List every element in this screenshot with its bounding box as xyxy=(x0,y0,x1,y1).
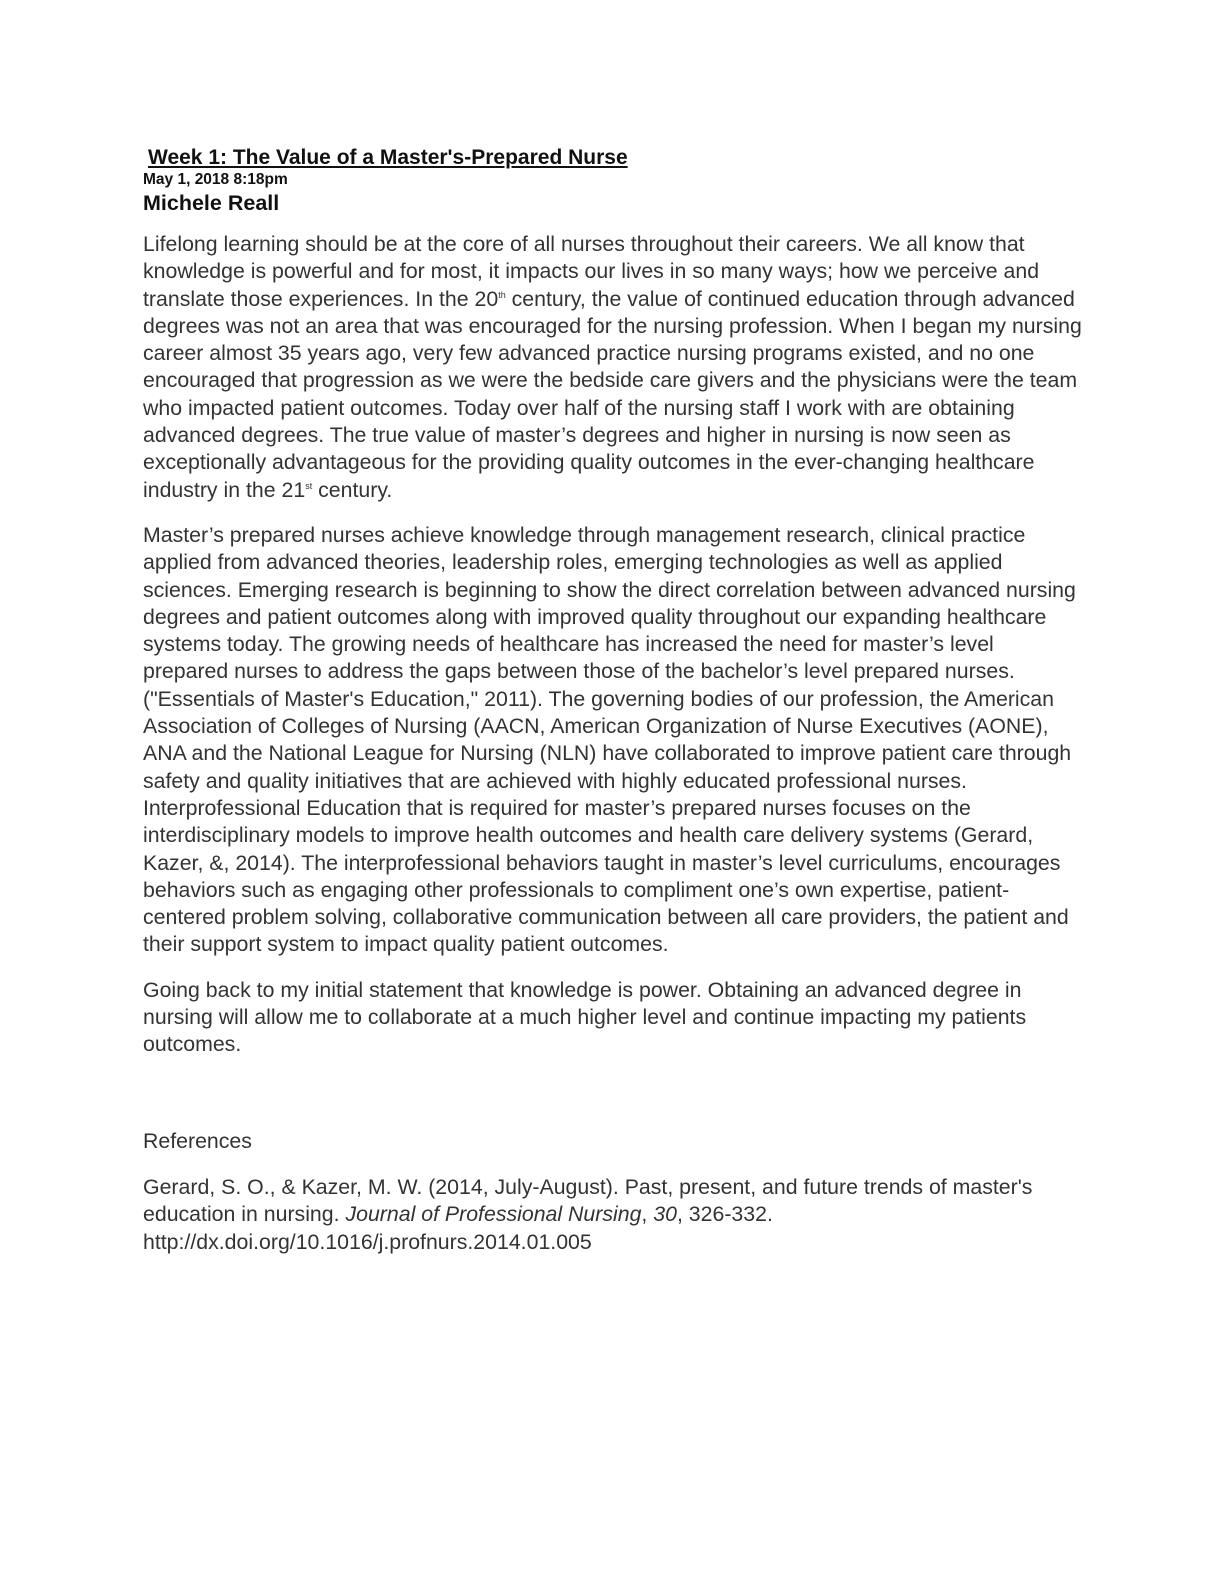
reference-journal: Journal of Professional Nursing xyxy=(345,1202,642,1227)
reference-entry xyxy=(143,1174,1083,1256)
author-name: Michele Reall xyxy=(143,191,280,215)
reference-separator: , xyxy=(641,1202,654,1227)
paragraph-1-text-c: century. xyxy=(312,477,393,502)
paragraph-1-text-b: century, the value of continued education through advanced degrees was not an area that was encouraged for the nursing profession. When I began my nursing career almost 35 years ago, very few advanced practice nursing programs existed, and no one encouraged that progression as we were the bedside care givers and the physicians were the team who impacted patient outcomes. Today over half of the nursing staff I work with are obtaining advanced degrees. The true value of master’s degrees and higher in nursing is now seen as exceptionally advantageous for the providing quality outcomes in the ever-changing healthcare industry in the 21 xyxy=(143,286,1082,502)
reference-doi-link[interactable]: http://dx.doi.org/10.1016/j.profnurs.2014.01.005 xyxy=(143,1229,592,1254)
ordinal-suffix-th: th xyxy=(498,289,506,300)
paragraph-1 xyxy=(143,231,1083,504)
ordinal-suffix-st: st xyxy=(305,480,313,491)
paragraph-1-text-a: Lifelong learning should be at the core of all nurses throughout their careers. We all know that knowledge is powerful and for most, it impacts our lives in so many ways; how we perceive and translate those experiences. In the 20 xyxy=(143,232,1040,311)
section-spacer xyxy=(143,1077,1083,1128)
references-heading: References xyxy=(143,1128,252,1153)
document-page xyxy=(143,146,1083,1256)
paragraph-2: Master’s prepared nurses achieve knowledge through management research, clinical practice applied from advanced theories, leadership roles, emerging technologies as well as applied sciences. Emerging research is beginning to show the direct correlation between advanced nursing degrees and patient outcomes along with improved quality throughout our expanding healthcare systems today. The growing needs of healthcare has increased the need for master’s level prepared nurses to address the gaps between those of the bachelor’s level prepared nurses. ("Essentials of Master's Education," 2011). The governing bodies of our profession, the American Association of Colleges of Nursing (AACN, American Organization of Nurse Executives (AONE), ANA and the National League for Nursing (NLN) have collaborated to improve patient care through safety and quality initiatives that are achieved with highly educated professional nurses. Interprofessional Education that is required for master’s prepared nurses focuses on the interdisciplinary models to improve health outcomes and health care delivery systems (Gerard, Kazer, &, 2014). The interprofessional behaviors taught in master’s level curriculums, encourages behaviors such as engaging other professionals to compliment one’s own expertise, patient- centered problem solving, collaborative communication between all care providers, the patient and their support system to impact quality patient outcomes. xyxy=(143,522,1076,957)
reference-pages: , 326-332. xyxy=(676,1202,773,1227)
page-title: Week 1: The Value of a Master's-Prepared Nurse xyxy=(148,146,628,169)
reference-authors-title: Gerard, S. O., & Kazer, M. W. (2014, July-August). Past, present, and future trends of master's education in nursing. xyxy=(143,1174,1033,1227)
post-date: May 1, 2018 8:18pm xyxy=(143,171,288,188)
reference-volume: 30 xyxy=(653,1202,677,1227)
paragraph-3: Going back to my initial statement that knowledge is power. Obtaining an advanced degree in nursing will allow me to collaborate at a much higher level and continue impacting my patients outcomes. xyxy=(143,977,1027,1057)
